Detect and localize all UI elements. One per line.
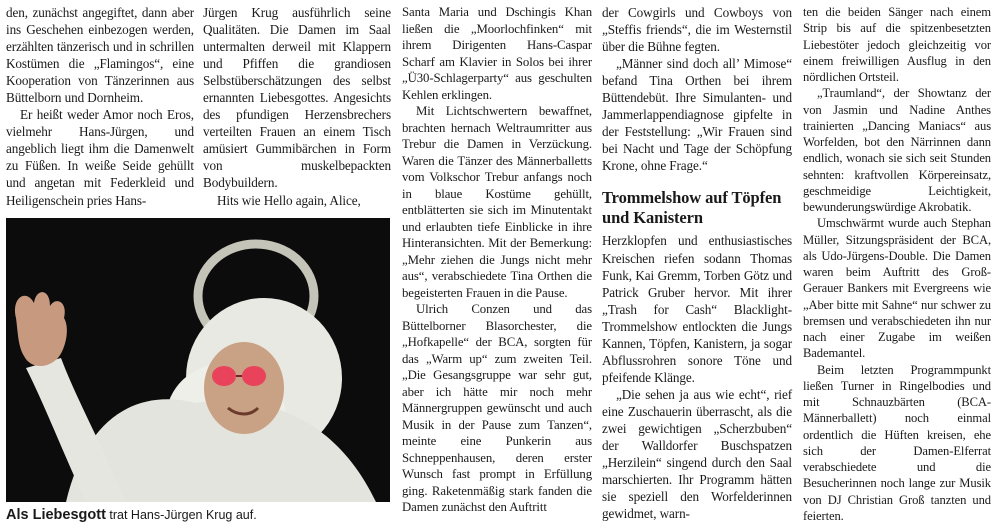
caption-text: trat Hans-Jürgen Krug auf.	[105, 508, 257, 522]
photo-caption	[6, 506, 390, 524]
paragraph: ten die beiden Sänger nach einem Strip bis auf die spitzenbesetzten Liebestöter jedoch gleichzeitig vor einem freiwilligen Ausflug in den nördlichen Ortsteil.	[803, 5, 991, 84]
paragraph: Herzklopfen und enthusiastisches Kreischen riefen sodann Thomas Funk, Kai Gremm, Torben Götz und Patrick Gruber hervor. Mit ihrer „Trash for Cash“ Blacklight-Trommelshow entlockten die Jungs Kannen, Töpfen, Kanistern, ja sogar Abflussrohren sonore Töne und pfeifende Klänge.	[602, 233, 792, 385]
column-2	[203, 4, 391, 209]
column-4	[602, 4, 792, 522]
paragraph: Er heißt weder Amor noch Eros, vielmehr Hans-Jürgen, und angeblich liegt ihm die Damenwelt zu Füßen. In weiße Seide gehüllt und angetan mit Federkleid und Heiligenschein pries Hans-	[6, 107, 194, 208]
column-5	[803, 4, 991, 524]
liebesgott-photo-illustration	[6, 218, 390, 502]
paragraph: Umschwärmt wurde auch Stephan Müller, Sitzungspräsident der BCA, als Udo-Jürgens-Double. Die Damen waren beim Auftritt des Groß-Gerauer Bankers mit Evergreens wie „Aber bitte mit Sahne“ nur schwer zu bremsen und verabschiedeten ihn nur nach einer Zugabe im weißen Bademantel.	[803, 216, 991, 361]
column-3	[402, 4, 592, 516]
paragraph: Jürgen Krug ausführlich seine Qualitäten. Die Damen im Saal untermalten derweil mit Klappern und Pfiffen die grandiosen Selbstüberschätzungen des selbst ernannten Liebesgottes. Angesichts des pfundigen Herzensbrechers verteilten Frauen an einem Tisch amüsiert Gummibärchen in Form von muskelbepackten Bodybuildern.	[203, 5, 391, 191]
section-heading: Trommelshow auf Töpfen und Kanistern	[602, 188, 782, 228]
paragraph: Beim letzten Programmpunkt ließen Turner in Ringelbodies und mit Schnauzbärten (BCA-Männerballett) noch einmal ordentlich die Hüften kreisen, ehe sich der Damen-Elferrat verabschiedete und die Besucherinnen noch lange zur Musik von DJ Christian Groß tanzten und feierten.	[803, 362, 991, 523]
article-photo	[6, 218, 390, 502]
column-1	[6, 4, 194, 209]
paragraph: „Männer sind doch all’ Mimose“ befand Tina Orthen bei ihrem Büttendebüt. Ihre Simulanten- und Jammerlappendiagnose gipfelte in der Feststellung: „Wir Frauen sind bei Nacht und Tage der Schöpfung Krone, ohne Frage.“	[602, 56, 792, 174]
paragraph: Santa Maria und Dschingis Khan ließen die „Moorlochfinken“ mit ihrem Dirigenten Hans-Caspar Scharf am Klavier in Solos bei ihrer „Ü30-Schlagerparty“ aus geschulten Kehlen erklingen.	[402, 5, 592, 102]
paragraph: „Traumland“, der Showtanz der von Jasmin und Nadine Anthes trainierten „Dancing Maniacs“ aus Worfelden, bot den Närrinnen dann endlich, wonach sie sich seit Stunden sehnten: kraftvollen Körpereinsatz, geschmeidige Leichtigkeit, bewunderungswürdige Akrobatik.	[803, 86, 991, 214]
paragraph: Ulrich Conzen und das Büttelborner Blasorchester, die „Hofkapelle“ der BCA, sorgten für das „Warm up“ zum zweiten Teil. „Die Gesangsgruppe war sehr gut, aber ich hätte mir noch mehr Männergruppen gewünscht und auch Musik in der Pause zum Tanzen“, meinte eine Punkerin aus Schneppenhausen, deren erster Wunsch fast prompt in Erfüllung ging. Raketenmäßig stark fanden die Damen zunächst den Auftritt	[402, 302, 592, 515]
paragraph: „Die sehen ja aus wie echt“, rief eine Zuschauerin überrascht, als die zwei gewichtigen „Scherzbuben“ der Walldorfer Buschspatzen „Herzilein“ singend durch den Saal marschierten. Ihr Programm hätten sie speziell den Worfelderinnen gewidmet, warn-	[602, 386, 792, 522]
paragraph: der Cowgirls und Cowboys von „Steffis friends“, die im Westernstil über die Bühne fegten.	[602, 5, 792, 55]
paragraph: Mit Lichtschwertern bewaffnet, brachten hernach Weltraumritter aus Trebur die Damen in Verzückung. Waren die Tänzer des Männerballetts vom Volkschor Trebur anfangs noch in blaue Kostüme gehüllt, entblätterten sie sich im Minutentakt und erlaubten tiefe Einblicke in ihre Hinteransichten. Mit der Bemerkung: „Mehr ziehen die Jungs nicht mehr aus“, verabschiedete Tina Orthen die begeisterten Frauen in die Pause.	[402, 104, 592, 300]
paragraph: den, zunächst angegiftet, dann aber ins Geschehen einbezogen werden, erzählten tänzerisch und in schrillen Kostümen die „Flamingos“, eine Kooperation von Tänzerinnen aus Büttelborn und Dornheim.	[6, 5, 194, 106]
caption-lead: Als Liebesgott	[6, 507, 106, 523]
paragraph: Hits wie Hello again, Alice,	[217, 192, 361, 208]
